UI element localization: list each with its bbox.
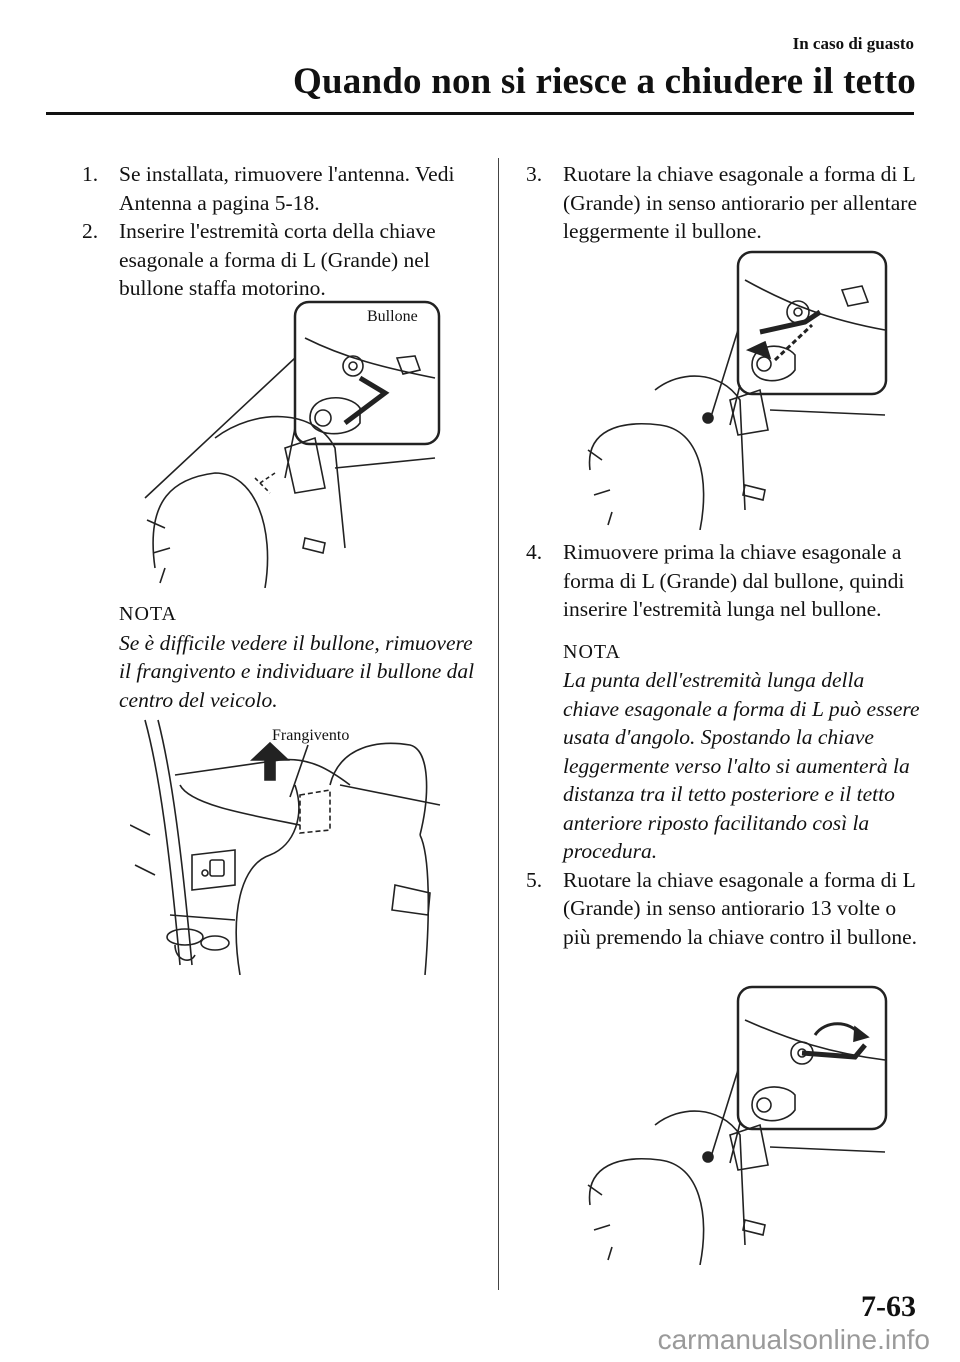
step-number: 4. <box>526 540 543 564</box>
site-watermark: carmanualsonline.info <box>657 1324 930 1355</box>
right-note <box>563 638 921 866</box>
right-column-step-3 <box>526 160 921 246</box>
step-number: 2. <box>82 219 99 243</box>
step-number: 1. <box>82 162 99 186</box>
step-2 <box>82 217 487 303</box>
header-rule <box>46 112 914 115</box>
figure-wind-deflector-illustration <box>130 715 455 975</box>
right-column-step-4 <box>526 538 921 951</box>
step-text: Ruotare la chiave esagonale a forma di L (Grande) in senso antiorario 13 volte o più premendo la chiave contro il bullone. <box>563 867 918 949</box>
step-text: Rimuovere prima la chiave esagonale a forma di L (Grande) dal bullone, quindi inserire l'estremità lunga nel bullone. <box>563 540 905 621</box>
step-1 <box>82 160 487 217</box>
step-text: Se installata, rimuovere l'antenna. Vedi Antenna a pagina 5-18. <box>119 162 455 215</box>
step-text: Inserire l'estremità corta della chiave esagonale a forma di L (Grande) nel bullone staffa motorino. <box>119 219 436 300</box>
figure-bolt-illustration <box>135 298 445 588</box>
note-label: NOTA <box>119 603 177 625</box>
figure-loosen-bolt-illustration <box>580 250 890 530</box>
step-number: 3. <box>526 162 543 186</box>
left-column <box>82 160 487 303</box>
step-4 <box>526 538 921 624</box>
page-title: Quando non si riesce a chiudere il tetto <box>293 61 916 102</box>
column-divider <box>498 158 499 1290</box>
callout-bolt: Bullone <box>367 308 418 325</box>
note-text: La punta dell'estremità lunga della chiave esagonale a forma di L può essere usata d'angolo. Spostando la chiave leggermente verso l'alto si aumenterà la distanza tra il tetto posteriore e il tetto anteriore riposto facilitando così la procedura. <box>563 668 920 863</box>
step-text: Ruotare la chiave esagonale a forma di L (Grande) in senso antiorario per allentare leggermente il bullone. <box>563 162 917 243</box>
note-text: Se è difficile vedere il bullone, rimuovere il frangivento e individuare il bullone dal centro del veicolo. <box>119 630 475 712</box>
step-number: 5. <box>526 867 543 892</box>
note-label: NOTA <box>563 640 621 663</box>
figure-rotate-key-illustration <box>580 985 890 1265</box>
step-5 <box>526 866 921 952</box>
section-label: In caso di guasto <box>792 34 914 53</box>
callout-deflector: Frangivento <box>272 727 350 744</box>
page-number: 7-63 <box>861 1290 916 1323</box>
step-3 <box>526 160 921 246</box>
left-note <box>82 600 487 714</box>
